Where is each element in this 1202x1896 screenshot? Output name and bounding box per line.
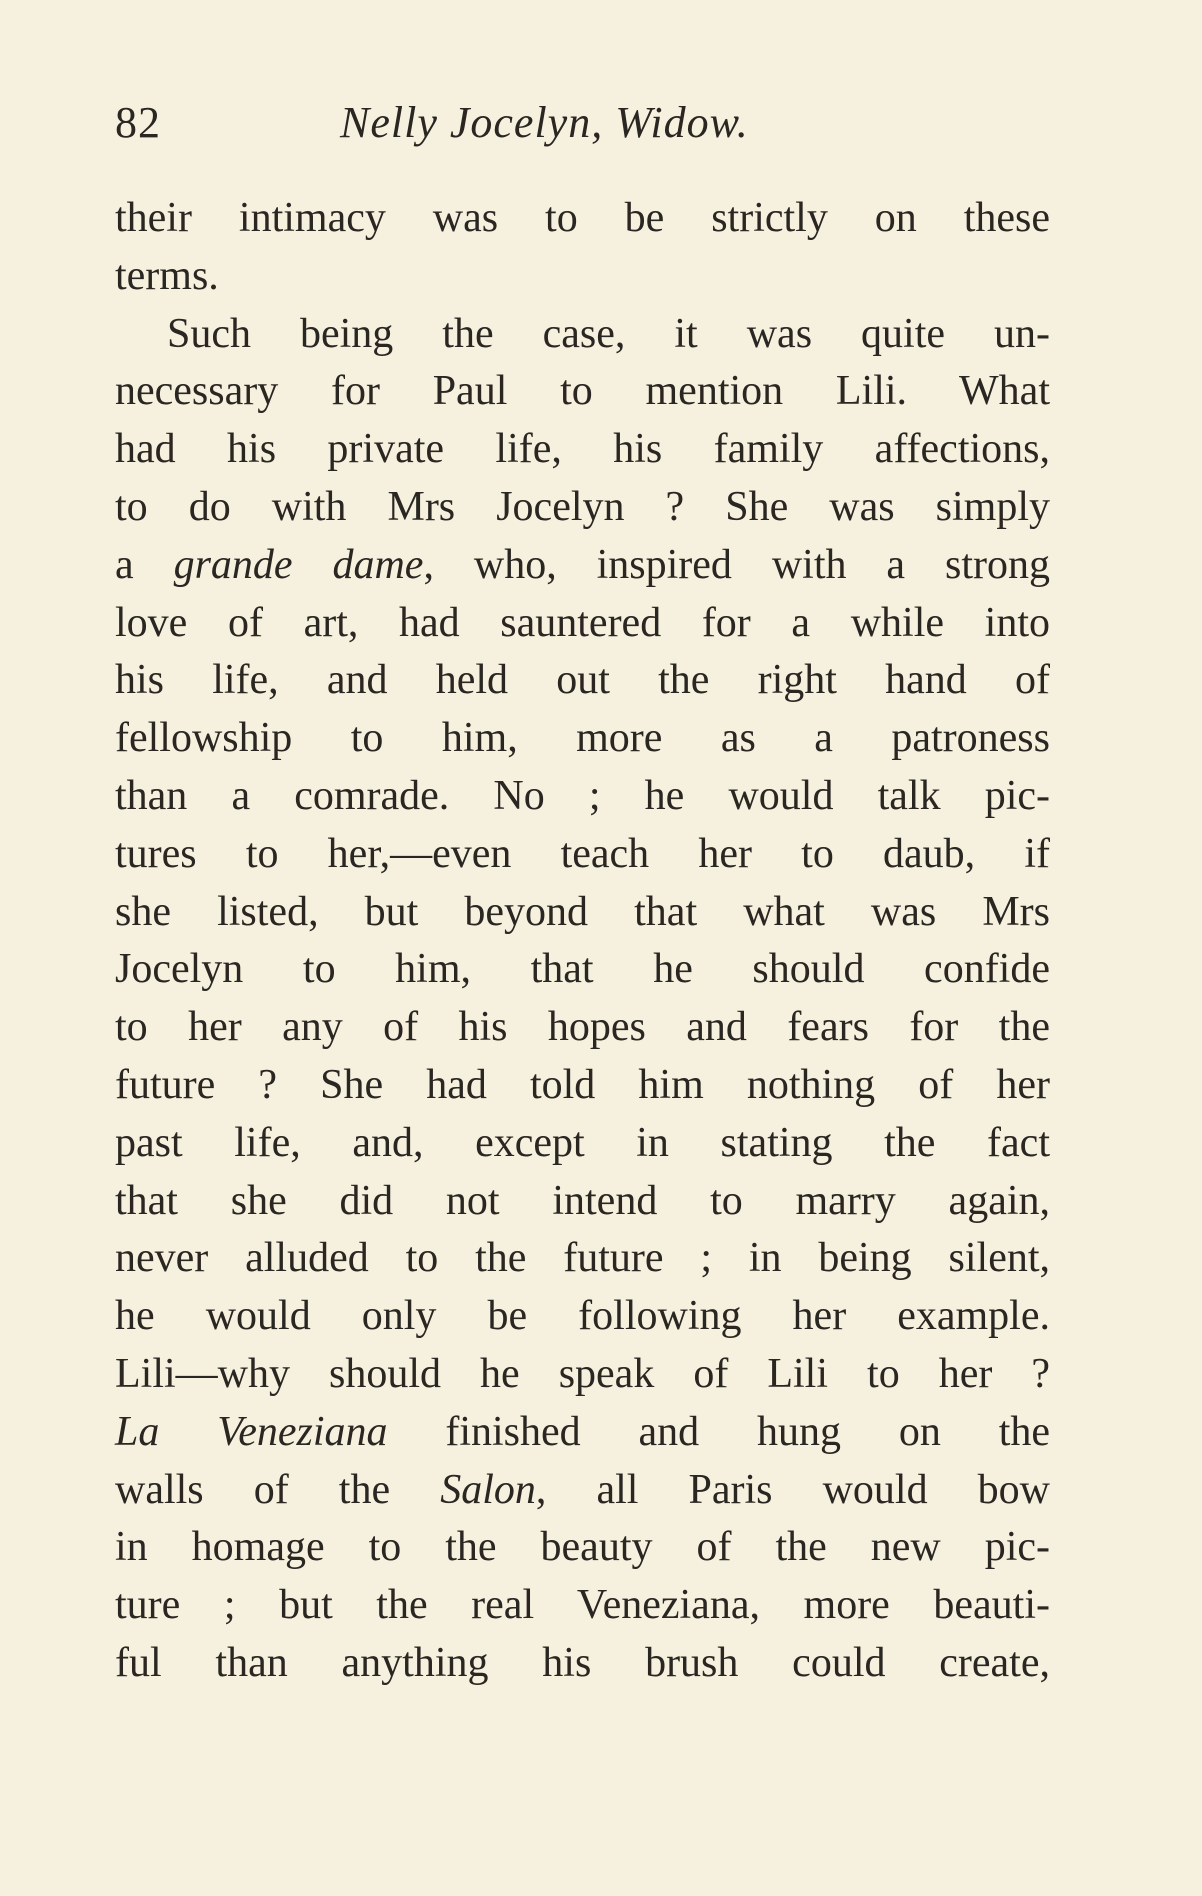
text-line: ful than anything his brush could create, [115,1639,1050,1686]
text-line: Such being the case, it was quite un- [167,310,1050,357]
italic-phrase: Salon [440,1466,536,1513]
text-segment: a [115,541,174,588]
italic-phrase: grande dame [173,541,424,588]
body-text [115,190,1050,1693]
text-line: fellowship to him, more as a patroness [115,715,1050,762]
page-number: 82 [115,98,161,147]
text-line: never alluded to the future ; in being silent, [115,1235,1050,1282]
text-line: he would only be following her example. [115,1293,1050,1340]
text-line: had his private life, his family affections, [115,426,1050,473]
text-line: terms. [115,252,219,299]
text-line: his life, and held out the right hand of [115,657,1050,704]
text-line: ture ; but the real Veneziana, more beauti- [115,1582,1050,1629]
text-segment: , who, inspired with a strong [423,541,1050,588]
italic-phrase: La Veneziana [115,1408,388,1455]
text-line: their intimacy was to be strictly on these [115,195,1050,241]
text-line: tures to her,—even teach her to daub, if [115,830,1050,877]
text-line: Jocelyn to him, that he should confide [115,946,1050,993]
text-segment: , all Paris would bow [535,1466,1051,1513]
text-segment: finished and hung on the [387,1408,1051,1455]
text-line: that she did not intend to marry again, [115,1177,1050,1224]
running-head [115,88,1045,158]
text-line: love of art, had sauntered for a while into [115,599,1050,646]
text-line: future ? She had told him nothing of her [115,1061,1050,1108]
text-line: to her any of his hopes and fears for the [115,1004,1050,1051]
text-line [115,1404,1050,1462]
text-line [115,1462,1050,1520]
text-line: in homage to the beauty of the new pic- [115,1524,1050,1571]
running-title: Nelly Jocelyn, Widow. [340,98,749,147]
text-line: past life, and, except in stating the fact [115,1119,1050,1166]
text-line: Lili—why should he speak of Lili to her ? [115,1350,1050,1397]
text-segment: walls of the [115,1466,441,1513]
text-line: she listed, but beyond that what was Mrs [115,888,1050,935]
text-line: necessary for Paul to mention Lili. What [115,368,1050,415]
text-line [115,537,1050,595]
text-line: than a comrade. No ; he would talk pic- [115,772,1050,819]
text-line: to do with Mrs Jocelyn ? She was simply [115,483,1050,530]
